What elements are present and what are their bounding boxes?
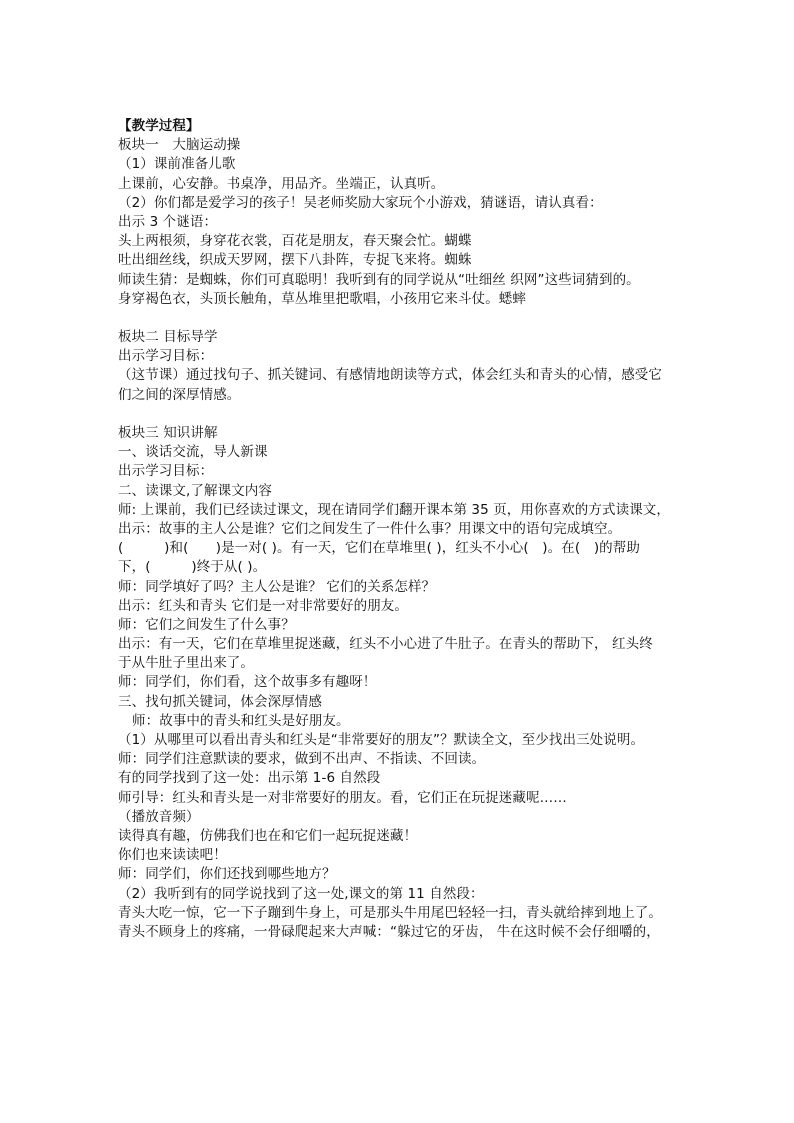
block-title: 板块三 知识讲解 xyxy=(118,425,218,441)
text-line: 师：同学们，你们看，这个故事多有趣呀！ xyxy=(118,674,377,691)
text-line: 师：同学们注意默读的要求，做到不出声、不指读、不回读。 xyxy=(118,751,486,768)
text-line: 吐出细丝线，织成天罗网，摆下八卦阵，专捉飞来将。蜘蛛 xyxy=(118,252,472,269)
text-line: 青头不顾身上的疼痛，一骨碌爬起来大声喊：“躲过它的牙齿， 牛在这时候不会仔细嚼的， xyxy=(118,923,660,940)
text-line: 出示学习目标： xyxy=(118,348,214,365)
block-title: 板块一 大脑运动操 xyxy=(118,137,241,154)
text-line: 一、谈话交流，导人新课 xyxy=(118,444,268,461)
text-line: 读得真有趣，仿佛我们也在和它们一起玩捉迷藏！ xyxy=(118,827,418,844)
text-line: 你们也来读读吧！ xyxy=(118,847,227,864)
text-line: 于从牛肚子里出来了。 xyxy=(118,655,254,672)
text-line: 师：它们之间发生了什么事？ xyxy=(118,616,295,633)
text-line: 身穿褐色衣，头顶长触角，草丛堆里把歌唱，小孩用它来斗仗。蟋蟀 xyxy=(118,290,526,307)
text-line: 二、读课文,了解课文内容 xyxy=(118,482,272,499)
text-line: （2）你们都是爱学习的孩子！吴老师奖励大家玩个小游戏，猜谜语，请认真看： xyxy=(118,194,603,211)
text-line: 师读生猜：是蜘蛛，你们可真聪明！我听到有的同学说从“吐细丝 织网”这些词猜到的。 xyxy=(118,271,640,288)
text-line: 们之间的深厚情感。 xyxy=(118,386,241,403)
text-line: （1）课前准备儿歌 xyxy=(118,156,236,173)
text-line: 出示：故事的主人公是谁？它们之间发生了一件什么事？用课文中的语句完成填空。 xyxy=(118,520,622,537)
text-line: （2）我听到有的同学说找到了这一处,课文的第 11 自然段： xyxy=(118,885,484,902)
text-line: 出示 3 个谜语： xyxy=(118,213,218,230)
text-line: 上课前，心安静。书桌净，用品齐。坐端正，认真听。 xyxy=(118,175,445,192)
text-line: 师：故事中的青头和红头是好朋友。 xyxy=(132,712,350,729)
text-line: 头上两根须，身穿花衣裳，百花是朋友，春天聚会忙。蝴蝶 xyxy=(118,233,472,250)
fill-in-blank-line: ( )和( )是一对( )。有一天，它们在草堆里( )，红头不小心( )。在( )的帮助 xyxy=(118,540,640,557)
text-line: 师: 上课前，我们已经读过课文，现在请同学们翻开课本第 35 页，用你喜欢的方式读课文， xyxy=(118,501,670,518)
document-page xyxy=(118,117,738,942)
blank-line xyxy=(118,405,738,424)
section-heading: 【教学过程】 xyxy=(118,118,200,134)
text-line: 师引导：红头和青头是一对非常要好的朋友。看，它们正在玩捉迷藏呢…… xyxy=(118,789,567,806)
text-line: 出示：红头和青头 它们是一对非常要好的朋友。 xyxy=(118,597,408,614)
text-line: （1）从哪里可以看出青头和红头是“非常要好的朋友”？默读全文，至少找出三处说明。 xyxy=(118,732,645,748)
text-line: （这节课）通过找句子、抓关键词、有感情地朗读等方式，体会红头和青头的心情，感受它 xyxy=(118,367,662,384)
fill-in-blank-line: 下，( )终于从( )。 xyxy=(118,559,267,576)
text-line: 出示学习目标： xyxy=(118,463,214,480)
text-line: 青头大吃一惊，它一下子蹦到牛身上，可是那头牛用尾巴轻轻一扫，青头就给摔到地上了。 xyxy=(118,904,662,921)
text-line: 三、找句抓关键词，体会深厚情感 xyxy=(118,693,322,710)
text-line: 师：同学填好了吗？主人公是谁？ 它们的关系怎样？ xyxy=(118,578,436,595)
text-line: 有的同学找到了这一处：出示第 1-6 自然段 xyxy=(118,770,381,787)
block-title: 板块二 目标导学 xyxy=(118,329,218,346)
text-line: 出示：有一天，它们在草堆里捉迷藏，红头不小心进了牛肚子。在青头的帮助下， 红头终 xyxy=(118,636,653,653)
blank-line xyxy=(118,309,738,328)
text-line: （播放音频） xyxy=(118,808,200,825)
text-line: 师：同学们，你们还找到哪些地方？ xyxy=(118,866,336,883)
